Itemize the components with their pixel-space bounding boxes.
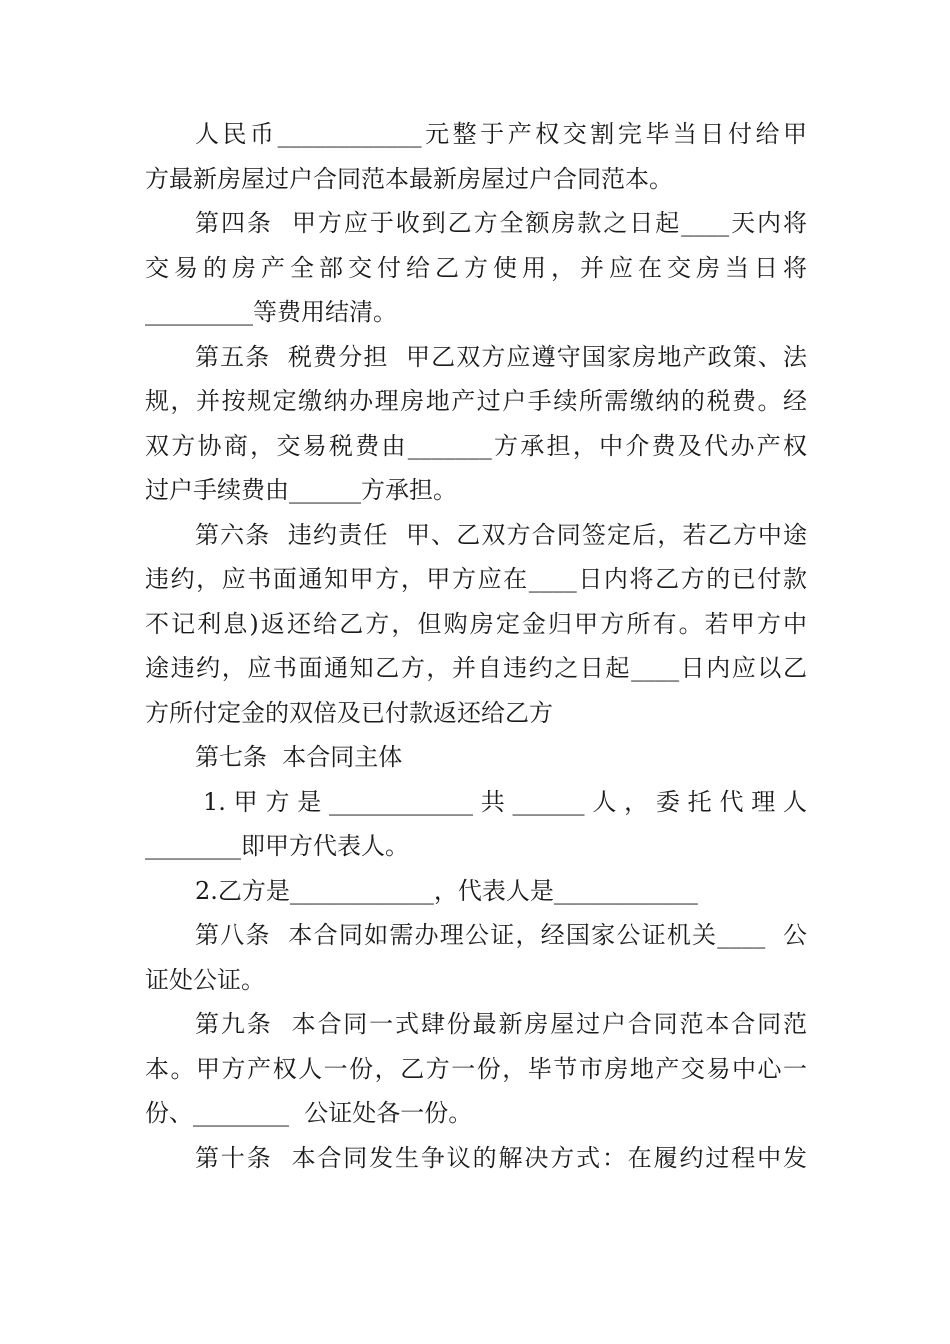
text-line: 第六条 违约责任 甲、乙双方合同签定后，若乙方中途 [195,520,807,549]
text-line: 违约，应书面通知甲方，甲方应在____日内将乙方的已付款 [145,565,807,593]
text-line: 第八条 本合同如需办理公证，经国家公证机关____ 公 [195,921,807,949]
text-line: 第七条 本合同主体 [195,743,403,771]
paragraph-party-b [145,869,807,914]
paragraph-article-10 [145,1136,807,1181]
text-line: 第十条 本合同发生争议的解决方式：在履约过程中发 [195,1143,807,1172]
text-line: 证处公证。 [145,965,265,994]
text-line: 2.乙方是____________，代表人是____________ [195,876,698,905]
text-line: 份、________ 公证处各一份。 [145,1099,473,1127]
text-line: 人民币____________元整于产权交割完毕当日付给甲 [195,120,807,148]
text-line: 方最新房屋过户合同范本最新房屋过户合同范本。 [145,164,673,193]
text-line: 第四条 甲方应于收到乙方全额房款之日起____天内将 [195,209,807,237]
paragraph-article-6 [145,513,807,736]
paragraph-article-5 [145,335,807,513]
text-line: 方所付定金的双倍及已付款返还给乙方 [145,698,553,727]
paragraph-article-9 [145,1002,807,1136]
paragraph-article-8 [145,913,807,1002]
text-line: 本。甲方产权人一份，乙方一份，毕节市房地产交易中心一 [145,1054,807,1083]
document-body [145,112,807,1180]
text-line: 第九条 本合同一式肆份最新房屋过户合同范本合同范 [195,1010,807,1038]
text-line: 交易的房产全部交付给乙方使用，并应在交房当日将 [145,253,807,282]
text-line: 规，并按规定缴纳办理房地产过户手续所需缴纳的税费。经 [145,387,807,415]
text-line: 第五条 税费分担 甲乙双方应遵守国家房地产政策、法 [195,342,807,371]
text-line: _________等费用结清。 [145,298,397,326]
text-line: 1.甲方是____________共______人，委托代理人 [203,787,807,816]
paragraph-article-7 [145,735,807,780]
paragraph-party-a [145,780,807,869]
paragraph-article-4 [145,201,807,335]
text-line: 途违约，应书面通知乙方，并自违约之日起____日内应以乙 [145,654,807,682]
text-line: ________即甲方代表人。 [145,832,409,860]
paragraph-payment [145,112,807,201]
text-line: 双方协商，交易税费由_______方承担，中介费及代办产权 [145,431,807,460]
text-line: 过户手续费由______方承担。 [145,476,457,504]
text-line: 不记利息)返还给乙方，但购房定金归甲方所有。若甲方中 [145,609,807,638]
